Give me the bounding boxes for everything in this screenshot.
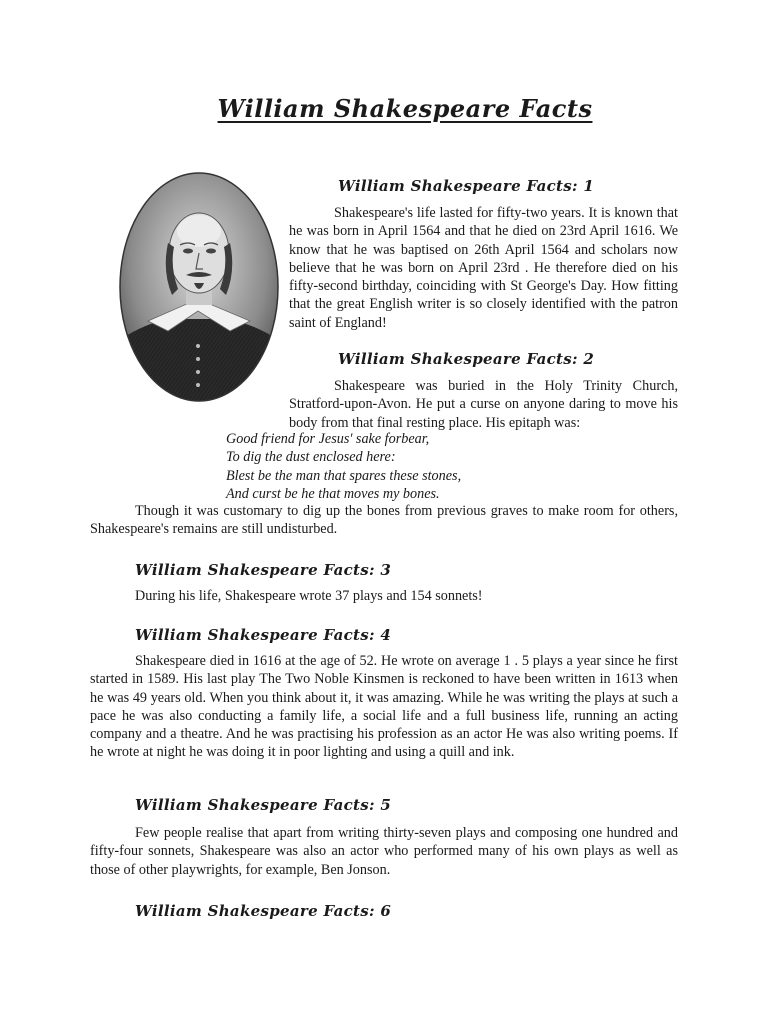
page-title: William Shakespeare Facts <box>217 94 593 123</box>
epitaph-line: Good friend for Jesus' sake forbear, <box>226 431 430 447</box>
fact-2-body: Shakespeare was buried in the Holy Trinity Church, Stratford-upon-Avon. He put a curse on anyone daring to move his body from that final resting place. His epitaph was: <box>289 378 678 431</box>
epitaph <box>226 430 461 503</box>
fact-4-heading: William Shakespeare Facts: 4 <box>135 626 392 644</box>
epitaph-line: To dig the dust enclosed here: <box>226 449 396 466</box>
fact-2-after: Though it was customary to dig up the bones from previous graves to make room for others, Shakespeare's remains are still undisturbed. <box>90 503 678 538</box>
fact-6-heading: William Shakespeare Facts: 6 <box>135 902 392 920</box>
fact-1-body: Shakespeare's life lasted for fifty-two years. It is known that he was born in April 1564 and that he died on 23rd April 1616. We know that he was baptised on 26th April 1564 and scholars now believe that he was born on April 23rd . He therefore died on his fifty-second birthday, coinciding with St George's Day. How fitting that the great English writer is so closely identified with the patron saint of England! <box>289 205 678 331</box>
epitaph-line: Blest be the man that spares these stones, <box>226 467 462 484</box>
epitaph-line: And curst be he that moves my bones. <box>226 485 440 502</box>
fact-2-heading: William Shakespeare Facts: 2 <box>338 350 595 368</box>
shakespeare-portrait <box>118 171 280 403</box>
fact-3-body: During his life, Shakespeare wrote 37 plays and 154 sonnets! <box>135 588 483 604</box>
fact-1-heading: William Shakespeare Facts: 1 <box>338 177 595 195</box>
fact-5-body: Few people realise that apart from writing thirty-seven plays and composing one hundred and fifty-four sonnets, Shakespeare was also an actor who performed many of his own plays as well as those of other playwrights, for example, Ben Jonson. <box>90 825 678 878</box>
fact-3-heading: William Shakespeare Facts: 3 <box>135 561 392 579</box>
fact-4-body: Shakespeare died in 1616 at the age of 52. He wrote on average 1 . 5 plays a year since he first started in 1589. His last play The Two Noble Kinsmen is reckoned to have been written in 1613 when he was 49 years old. When you think about it, it was amazing. While he was writing the plays at such a pace he was also conducting a family life, a social life and a full business life, running an acting company and a theatre. And he was practising his profession as an actor He was also writing poems. If he wrote at night he was doing it in poor lighting and using a quill and ink. <box>90 653 678 761</box>
fact-5-heading: William Shakespeare Facts: 5 <box>135 796 392 814</box>
